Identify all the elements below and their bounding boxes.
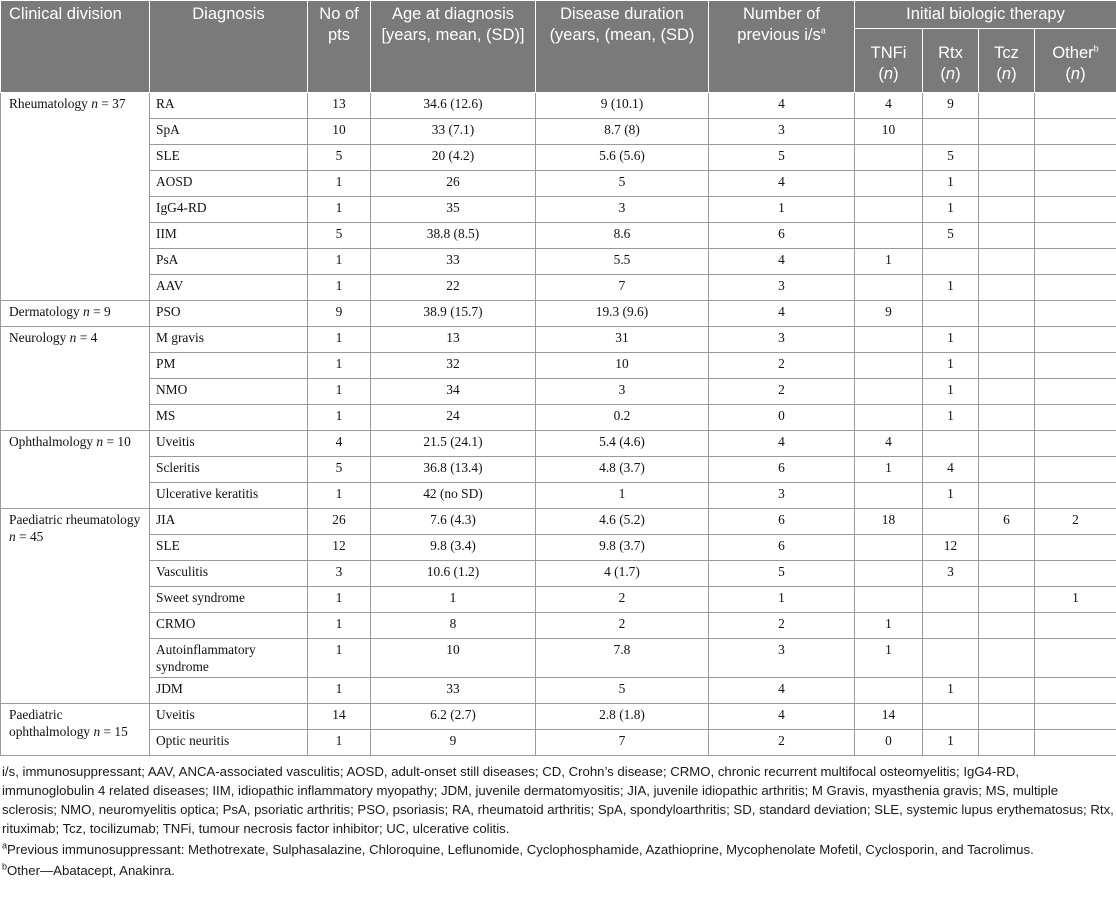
- cell-clinical-division: Rheumatology n = 37: [1, 93, 150, 301]
- cell-pts: 5: [308, 223, 371, 249]
- table-row: [1, 587, 1116, 613]
- cell-diagnosis: PSO: [150, 301, 308, 327]
- table-row: [1, 171, 1116, 197]
- cell-duration: 9.8 (3.7): [536, 535, 709, 561]
- cell-tnfi: [855, 171, 923, 197]
- cell-previous-is: 4: [709, 301, 855, 327]
- cell-tcz: [979, 327, 1035, 353]
- cell-rtx: [923, 704, 979, 730]
- cell-duration: 2: [536, 587, 709, 613]
- cell-rtx: 12: [923, 535, 979, 561]
- table-row: [1, 613, 1116, 639]
- table-row: [1, 509, 1116, 535]
- cell-previous-is: 6: [709, 509, 855, 535]
- table-row: [1, 639, 1116, 678]
- cell-rtx: [923, 249, 979, 275]
- cell-pts: 1: [308, 587, 371, 613]
- cell-tcz: [979, 457, 1035, 483]
- cell-age: 22: [371, 275, 536, 301]
- cell-diagnosis: M gravis: [150, 327, 308, 353]
- cell-age: 34.6 (12.6): [371, 93, 536, 119]
- cell-pts: 9: [308, 301, 371, 327]
- cell-other: [1035, 145, 1116, 171]
- cell-duration: 7: [536, 275, 709, 301]
- table-row: [1, 197, 1116, 223]
- table-row: [1, 678, 1116, 704]
- table-header: [1, 1, 1116, 93]
- cell-diagnosis: JIA: [150, 509, 308, 535]
- cell-tnfi: [855, 327, 923, 353]
- cell-other: [1035, 379, 1116, 405]
- header-tcz: Tcz (n): [979, 29, 1035, 93]
- cell-duration: 1: [536, 483, 709, 509]
- cell-age: 24: [371, 405, 536, 431]
- cell-rtx: 3: [923, 561, 979, 587]
- cell-diagnosis: Sweet syndrome: [150, 587, 308, 613]
- cell-pts: 3: [308, 561, 371, 587]
- cell-diagnosis: Uveitis: [150, 431, 308, 457]
- cell-age: 8: [371, 613, 536, 639]
- cell-pts: 1: [308, 327, 371, 353]
- cell-diagnosis: Ulcerative keratitis: [150, 483, 308, 509]
- cell-age: 33: [371, 249, 536, 275]
- cell-tcz: [979, 197, 1035, 223]
- header-disease-duration: Disease duration (years, (mean, (SD): [536, 1, 709, 93]
- table-row: [1, 223, 1116, 249]
- cell-other: [1035, 678, 1116, 704]
- cell-other: [1035, 561, 1116, 587]
- cell-tcz: [979, 145, 1035, 171]
- cell-duration: 7.8: [536, 639, 709, 678]
- cell-age: 20 (4.2): [371, 145, 536, 171]
- header-clinical-division: Clinical division: [1, 1, 150, 93]
- table-row: [1, 431, 1116, 457]
- cell-previous-is: 6: [709, 457, 855, 483]
- cell-other: [1035, 93, 1116, 119]
- cell-previous-is: 4: [709, 704, 855, 730]
- cell-tnfi: 0: [855, 730, 923, 756]
- cell-other: [1035, 535, 1116, 561]
- cell-pts: 1: [308, 613, 371, 639]
- cell-other: [1035, 301, 1116, 327]
- cell-rtx: 9: [923, 93, 979, 119]
- table-row: [1, 561, 1116, 587]
- cell-duration: 3: [536, 379, 709, 405]
- cell-other: [1035, 353, 1116, 379]
- cell-pts: 5: [308, 145, 371, 171]
- cell-clinical-division: Dermatology n = 9: [1, 301, 150, 327]
- cell-clinical-division: Paediatric rheumatology n = 45: [1, 509, 150, 704]
- cell-rtx: 5: [923, 223, 979, 249]
- cell-duration: 10: [536, 353, 709, 379]
- cell-tcz: [979, 483, 1035, 509]
- cell-pts: 1: [308, 405, 371, 431]
- cell-duration: 8.7 (8): [536, 119, 709, 145]
- cell-tcz: [979, 379, 1035, 405]
- cell-pts: 1: [308, 197, 371, 223]
- cell-age: 7.6 (4.3): [371, 509, 536, 535]
- cell-rtx: [923, 639, 979, 678]
- cell-previous-is: 3: [709, 327, 855, 353]
- cell-previous-is: 2: [709, 353, 855, 379]
- cell-age: 35: [371, 197, 536, 223]
- header-diagnosis: Diagnosis: [150, 1, 308, 93]
- cell-diagnosis: IIM: [150, 223, 308, 249]
- cell-pts: 5: [308, 457, 371, 483]
- cell-rtx: [923, 301, 979, 327]
- cell-rtx: 1: [923, 275, 979, 301]
- cell-age: 33 (7.1): [371, 119, 536, 145]
- cell-tnfi: [855, 379, 923, 405]
- cell-tnfi: 1: [855, 613, 923, 639]
- cell-tcz: [979, 431, 1035, 457]
- cell-diagnosis: MS: [150, 405, 308, 431]
- cell-diagnosis: CRMO: [150, 613, 308, 639]
- header-rtx: Rtx (n): [923, 29, 979, 93]
- cell-rtx: [923, 431, 979, 457]
- cell-rtx: 1: [923, 678, 979, 704]
- cell-rtx: 1: [923, 483, 979, 509]
- cell-diagnosis: Vasculitis: [150, 561, 308, 587]
- cell-duration: 0.2: [536, 405, 709, 431]
- cell-duration: 7: [536, 730, 709, 756]
- cell-diagnosis: PM: [150, 353, 308, 379]
- cell-duration: 31: [536, 327, 709, 353]
- cell-age: 42 (no SD): [371, 483, 536, 509]
- cell-duration: 19.3 (9.6): [536, 301, 709, 327]
- cell-duration: 3: [536, 197, 709, 223]
- cell-other: [1035, 327, 1116, 353]
- cell-duration: 4.6 (5.2): [536, 509, 709, 535]
- cell-tnfi: [855, 678, 923, 704]
- footnote-a: $^a$Previous immunosuppressant: Methotrexate, Sulphasalazine, Chloroquine, Leflunomide, Cyclophosphamide, Azathioprine, Mycophenolate Mofetil, Cyclosporin, and Tacrolimus.: [2, 840, 1034, 857]
- cell-tnfi: 1: [855, 249, 923, 275]
- cell-tnfi: [855, 275, 923, 301]
- cell-diagnosis: NMO: [150, 379, 308, 405]
- cell-previous-is: 2: [709, 379, 855, 405]
- cell-duration: 4.8 (3.7): [536, 457, 709, 483]
- cell-tcz: [979, 587, 1035, 613]
- cell-duration: 5.6 (5.6): [536, 145, 709, 171]
- cell-tnfi: 18: [855, 509, 923, 535]
- table-row: [1, 379, 1116, 405]
- cell-pts: 1: [308, 171, 371, 197]
- cell-duration: 2.8 (1.8): [536, 704, 709, 730]
- table-row: [1, 301, 1116, 327]
- cell-tcz: [979, 639, 1035, 678]
- cell-other: [1035, 704, 1116, 730]
- cell-diagnosis: SLE: [150, 145, 308, 171]
- cell-diagnosis: SLE: [150, 535, 308, 561]
- cell-rtx: 1: [923, 171, 979, 197]
- cell-duration: 5.5: [536, 249, 709, 275]
- cell-clinical-division: Ophthalmology n = 10: [1, 431, 150, 509]
- cell-other: [1035, 639, 1116, 678]
- cell-tcz: [979, 119, 1035, 145]
- cell-tnfi: 9: [855, 301, 923, 327]
- table-row: [1, 483, 1116, 509]
- cell-previous-is: 3: [709, 639, 855, 678]
- cell-diagnosis: SpA: [150, 119, 308, 145]
- cell-previous-is: 2: [709, 613, 855, 639]
- cell-previous-is: 3: [709, 275, 855, 301]
- cell-tnfi: 4: [855, 93, 923, 119]
- cell-other: [1035, 730, 1116, 756]
- cell-age: 1: [371, 587, 536, 613]
- cell-age: 10: [371, 639, 536, 678]
- cell-pts: 26: [308, 509, 371, 535]
- cell-tnfi: [855, 483, 923, 509]
- table-row: [1, 145, 1116, 171]
- cell-age: 33: [371, 678, 536, 704]
- cell-previous-is: 1: [709, 587, 855, 613]
- table-footnotes: [0, 756, 1116, 880]
- cell-age: 38.9 (15.7): [371, 301, 536, 327]
- cell-tcz: [979, 678, 1035, 704]
- cell-rtx: [923, 119, 979, 145]
- cell-diagnosis: AOSD: [150, 171, 308, 197]
- cell-age: 32: [371, 353, 536, 379]
- cell-tnfi: [855, 145, 923, 171]
- cell-tnfi: 1: [855, 639, 923, 678]
- cell-pts: 1: [308, 275, 371, 301]
- cell-tcz: [979, 535, 1035, 561]
- cell-diagnosis: PsA: [150, 249, 308, 275]
- cell-tcz: 6: [979, 509, 1035, 535]
- cell-previous-is: 6: [709, 223, 855, 249]
- cell-clinical-division: Paediatric ophthalmology n = 15: [1, 704, 150, 756]
- cell-duration: 2: [536, 613, 709, 639]
- cell-pts: 14: [308, 704, 371, 730]
- cell-tnfi: 14: [855, 704, 923, 730]
- cell-diagnosis: AAV: [150, 275, 308, 301]
- table-body: [1, 93, 1116, 756]
- cell-previous-is: 5: [709, 145, 855, 171]
- cell-other: [1035, 483, 1116, 509]
- cell-previous-is: 3: [709, 483, 855, 509]
- cell-pts: 1: [308, 249, 371, 275]
- cell-diagnosis: Optic neuritis: [150, 730, 308, 756]
- cell-tnfi: 4: [855, 431, 923, 457]
- header-tnfi: TNFi (n): [855, 29, 923, 93]
- cell-age: 9: [371, 730, 536, 756]
- cell-tnfi: [855, 587, 923, 613]
- header-no-of-pts: No of pts: [308, 1, 371, 93]
- cell-other: [1035, 197, 1116, 223]
- table-row: [1, 405, 1116, 431]
- cell-other: [1035, 431, 1116, 457]
- cell-other: [1035, 457, 1116, 483]
- cell-previous-is: 4: [709, 93, 855, 119]
- cell-pts: 4: [308, 431, 371, 457]
- cell-duration: 5.4 (4.6): [536, 431, 709, 457]
- cell-tnfi: 10: [855, 119, 923, 145]
- cell-rtx: [923, 509, 979, 535]
- header-age-at-diagnosis: Age at diagnosis [years, mean, (SD)]: [371, 1, 536, 93]
- table-row: [1, 353, 1116, 379]
- cell-diagnosis: RA: [150, 93, 308, 119]
- cell-other: [1035, 275, 1116, 301]
- cell-rtx: [923, 613, 979, 639]
- cell-tnfi: [855, 535, 923, 561]
- cell-other: [1035, 171, 1116, 197]
- cell-tnfi: [855, 223, 923, 249]
- footnote-b: $^b$Other—Abatacept, Anakinra.: [2, 861, 175, 878]
- cell-rtx: [923, 587, 979, 613]
- cell-previous-is: 6: [709, 535, 855, 561]
- cell-other: [1035, 405, 1116, 431]
- cell-other: [1035, 613, 1116, 639]
- cell-tcz: [979, 301, 1035, 327]
- cell-pts: 1: [308, 639, 371, 678]
- cell-previous-is: 3: [709, 119, 855, 145]
- table-row: [1, 535, 1116, 561]
- cell-rtx: 5: [923, 145, 979, 171]
- cell-other: 2: [1035, 509, 1116, 535]
- cell-tcz: [979, 730, 1035, 756]
- cell-age: 21.5 (24.1): [371, 431, 536, 457]
- cell-other: [1035, 119, 1116, 145]
- cell-other: 1: [1035, 587, 1116, 613]
- cell-rtx: 1: [923, 353, 979, 379]
- table-row: [1, 457, 1116, 483]
- table-row: [1, 275, 1116, 301]
- cell-rtx: 1: [923, 327, 979, 353]
- cell-duration: 8.6: [536, 223, 709, 249]
- cell-duration: 5: [536, 171, 709, 197]
- cell-diagnosis: Autoinflammatory syndrome: [150, 639, 308, 678]
- cell-previous-is: 4: [709, 431, 855, 457]
- cell-previous-is: 4: [709, 678, 855, 704]
- cell-other: [1035, 223, 1116, 249]
- cell-diagnosis: IgG4-RD: [150, 197, 308, 223]
- cell-rtx: 1: [923, 197, 979, 223]
- cell-previous-is: 5: [709, 561, 855, 587]
- cell-duration: 5: [536, 678, 709, 704]
- cell-pts: 1: [308, 730, 371, 756]
- cell-age: 9.8 (3.4): [371, 535, 536, 561]
- cell-pts: 1: [308, 379, 371, 405]
- cell-tnfi: [855, 405, 923, 431]
- cell-rtx: 1: [923, 405, 979, 431]
- header-initial-biologic-therapy: Initial biologic therapy: [855, 1, 1116, 29]
- cell-duration: 9 (10.1): [536, 93, 709, 119]
- cell-clinical-division: Neurology n = 4: [1, 327, 150, 431]
- cell-pts: 1: [308, 483, 371, 509]
- cell-tcz: [979, 171, 1035, 197]
- table-row: [1, 730, 1116, 756]
- table-row: [1, 119, 1116, 145]
- cell-previous-is: 4: [709, 171, 855, 197]
- table-row: [1, 704, 1116, 730]
- cell-diagnosis: JDM: [150, 678, 308, 704]
- cell-tnfi: 1: [855, 457, 923, 483]
- cell-other: [1035, 249, 1116, 275]
- cell-pts: 12: [308, 535, 371, 561]
- table-row: [1, 249, 1116, 275]
- cell-pts: 10: [308, 119, 371, 145]
- header-previous-is: Number of previous $i/s^a$: [709, 1, 855, 93]
- cell-tnfi: [855, 561, 923, 587]
- cell-tcz: [979, 405, 1035, 431]
- cell-pts: 1: [308, 353, 371, 379]
- cell-tnfi: [855, 353, 923, 379]
- cell-tcz: [979, 93, 1035, 119]
- cell-diagnosis: Uveitis: [150, 704, 308, 730]
- cell-tnfi: [855, 197, 923, 223]
- cell-tcz: [979, 353, 1035, 379]
- cell-age: 6.2 (2.7): [371, 704, 536, 730]
- table-row: [1, 327, 1116, 353]
- table-row: [1, 93, 1116, 119]
- cell-tcz: [979, 223, 1035, 249]
- cell-age: 38.8 (8.5): [371, 223, 536, 249]
- cell-tcz: [979, 704, 1035, 730]
- cell-age: 10.6 (1.2): [371, 561, 536, 587]
- cell-diagnosis: Scleritis: [150, 457, 308, 483]
- cell-age: 34: [371, 379, 536, 405]
- cell-tcz: [979, 613, 1035, 639]
- cell-tcz: [979, 275, 1035, 301]
- cell-previous-is: 1: [709, 197, 855, 223]
- cell-pts: 1: [308, 678, 371, 704]
- cell-duration: 4 (1.7): [536, 561, 709, 587]
- footnote-abbreviations: i/s, immunosuppressant; AAV, ANCA-associated vasculitis; AOSD, adult-onset still diseases; CD, Crohn’s disease; CRMO, chronic recurrent multifocal osteomyelitis; IgG4-RD, immunoglobulin 4 related diseases; IIM, idiopathic inflammatory myopathy; JDM, juvenile dermatomyositis; JIA, juvenile idiopathic arthritis; M Gravis, myasthenia gravis; MS, multiple sclerosis; NMO, neuromyelitis optica; PsA, psoriatic arthritis; PSO, psoriasis; RA, rheumatoid arthritis; SpA, spondyloarthritis; SD, standard deviation; SLE, systemic lupus erythematosus; Rtx, rituximab; Tcz, tocilizumab; TNFi, tumour necrosis factor inhibitor; UC, ulcerative colitis.: [2, 764, 1114, 836]
- cell-age: 26: [371, 171, 536, 197]
- cell-age: 36.8 (13.4): [371, 457, 536, 483]
- cell-previous-is: 2: [709, 730, 855, 756]
- cell-rtx: 1: [923, 730, 979, 756]
- cell-previous-is: 4: [709, 249, 855, 275]
- header-other: Other$^b$ (n): [1035, 29, 1116, 93]
- cell-pts: 13: [308, 93, 371, 119]
- cell-previous-is: 0: [709, 405, 855, 431]
- cell-age: 13: [371, 327, 536, 353]
- cell-tcz: [979, 561, 1035, 587]
- cell-rtx: 1: [923, 379, 979, 405]
- cell-tcz: [979, 249, 1035, 275]
- cell-rtx: 4: [923, 457, 979, 483]
